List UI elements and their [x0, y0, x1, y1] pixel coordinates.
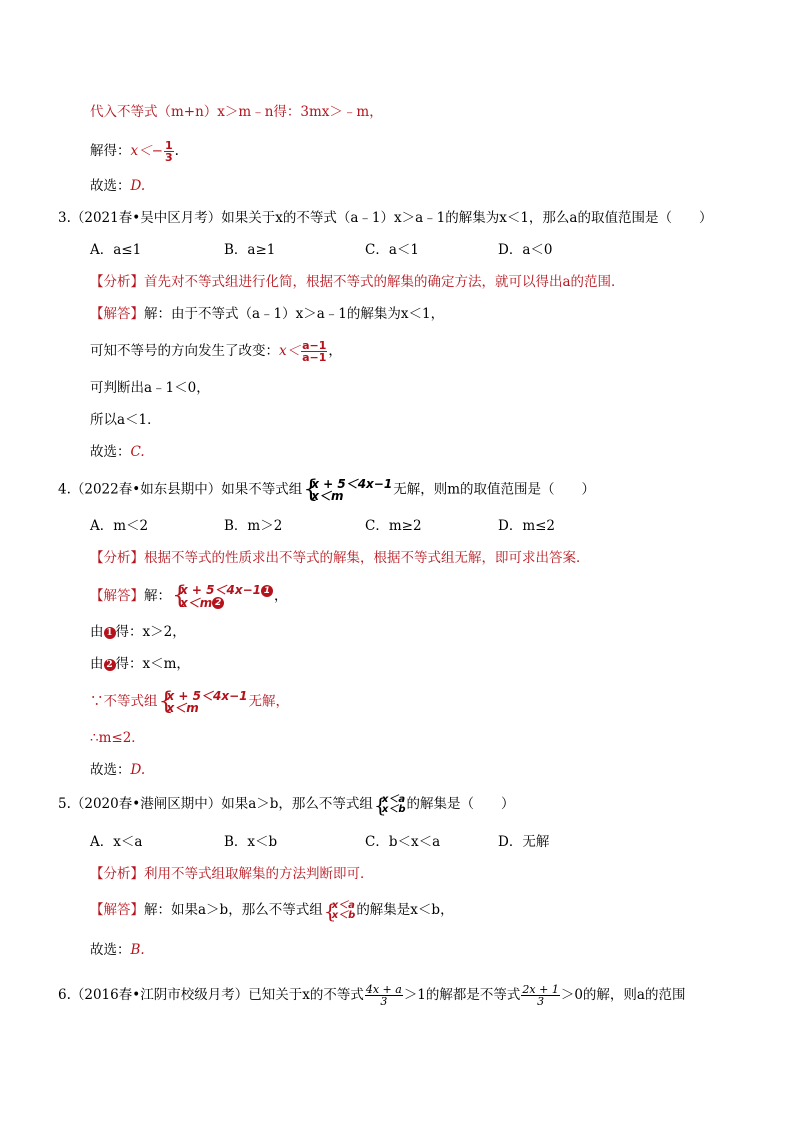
q4-option-b: B．m＞2	[224, 518, 283, 534]
q4-option-c: C．m≥2	[365, 518, 422, 534]
q5-answer-1: 【解答】解：如果a＞b，那么不等式组 { x＜a x＜b 的解集是x＜b，	[90, 898, 454, 923]
inequality-system: { x + 5＜4x−1 x＜m	[158, 687, 248, 715]
q4-answer-2: 由 1 得：x＞2，	[90, 624, 186, 640]
q5-option-d: D．无解	[498, 834, 550, 850]
fraction: $\frac{2x + 1}{3}$	[522, 983, 559, 1008]
q3-stem: 3.（2021春•吴中区月考）如果关于x的不等式（a﹣1）x＞a﹣1的解集为x＜1，那么a的取值范围是（ ）	[58, 210, 713, 226]
q3-answer-3: 可判断出a﹣1＜0，	[90, 380, 210, 396]
q4-option-d: D．m≤2	[498, 518, 556, 534]
q4-answer-1: 【解答】解： { x + 5＜4x−1 1 x＜m 2 ，	[90, 581, 288, 610]
q3-answer-2: 可知不等号的方向发生了改变：x＜ $\frac{a-1}{a-1}$ ，	[90, 339, 342, 364]
inequality-system: { x＜a x＜b	[373, 792, 406, 817]
q4-option-a: A．m＜2	[90, 518, 149, 534]
q5-option-a: A．x＜a	[90, 834, 143, 850]
q3-option-b: B．a≥1	[224, 242, 276, 258]
q5-option-c: C．b＜x＜a	[365, 834, 441, 850]
q4-answer-6: 故选：D.	[90, 762, 146, 778]
circle-number-2: 2	[212, 597, 224, 609]
circle-number-1: 1	[261, 585, 273, 597]
top-line-3: 故选：D.	[90, 178, 146, 194]
q3-analysis: 【分析】首先对不等式组进行化简，根据不等式的解集的确定方法，就可以得出a的范围．	[90, 274, 625, 290]
q5-analysis: 【分析】利用不等式组取解集的方法判断即可．	[90, 866, 374, 882]
q3-answer-1: 【解答】解：由于不等式（a﹣1）x＞a﹣1的解集为x＜1，	[90, 306, 445, 322]
fraction: $\frac{1}{3}$	[164, 139, 173, 164]
q6-stem: 6.（2016春•江阴市校级月考）已知关于x的不等式 $\frac{4x + a}{3}$ ＞1的解都是不等式 $\frac{2x + 1}{3}$ ＞0的解，则a的范围	[58, 983, 686, 1008]
q4-answer-3: 由 2 得：x＜m，	[90, 656, 190, 672]
q4-answer-5: ∴m≤2．	[90, 730, 145, 746]
q3-answer-4: 所以a＜1．	[90, 412, 161, 428]
circle-number-1: 1	[104, 627, 116, 639]
q5-option-b: B．x＜b	[224, 834, 278, 850]
q4-answer-4: ∵不等式组 { x + 5＜4x−1 x＜m 无解，	[90, 687, 289, 715]
q4-analysis: 【分析】根据不等式的性质求出不等式的解集，根据不等式组无解，即可求出答案．	[90, 550, 590, 566]
top-line-1: 代入不等式（m+n）x＞m﹣n得：3mx＞﹣m，	[90, 104, 383, 120]
q5-stem: 5.（2020春•港闸区期中）如果a＞b，那么不等式组 { x＜a x＜b 的解集是（ ）	[58, 792, 515, 817]
top-line-2: 解得：x＜− $\frac{1}{3}$ .	[90, 139, 179, 164]
q5-answer-2: 故选：B.	[90, 942, 145, 958]
q3-option-c: C．a＜1	[365, 242, 419, 258]
inequality-system: { x + 5＜4x−1 x＜m	[303, 475, 393, 503]
fraction: $\frac{4x + a}{3}$	[365, 983, 402, 1008]
inequality-system: { x + 5＜4x−1 1 x＜m 2	[172, 584, 273, 609]
inequality-system: { x＜a x＜b	[323, 898, 356, 923]
fraction: $\frac{a-1}{a-1}$	[302, 339, 327, 364]
q4-stem: 4.（2022春•如东县期中）如果不等式组 { x + 5＜4x−1 x＜m 无解，则m的取值范围是（ ）	[58, 475, 596, 503]
q3-answer-5: 故选：C.	[90, 444, 145, 460]
circle-number-2: 2	[104, 659, 116, 671]
q3-option-a: A．a≤1	[90, 242, 142, 258]
q3-option-d: D．a＜0	[498, 242, 553, 258]
